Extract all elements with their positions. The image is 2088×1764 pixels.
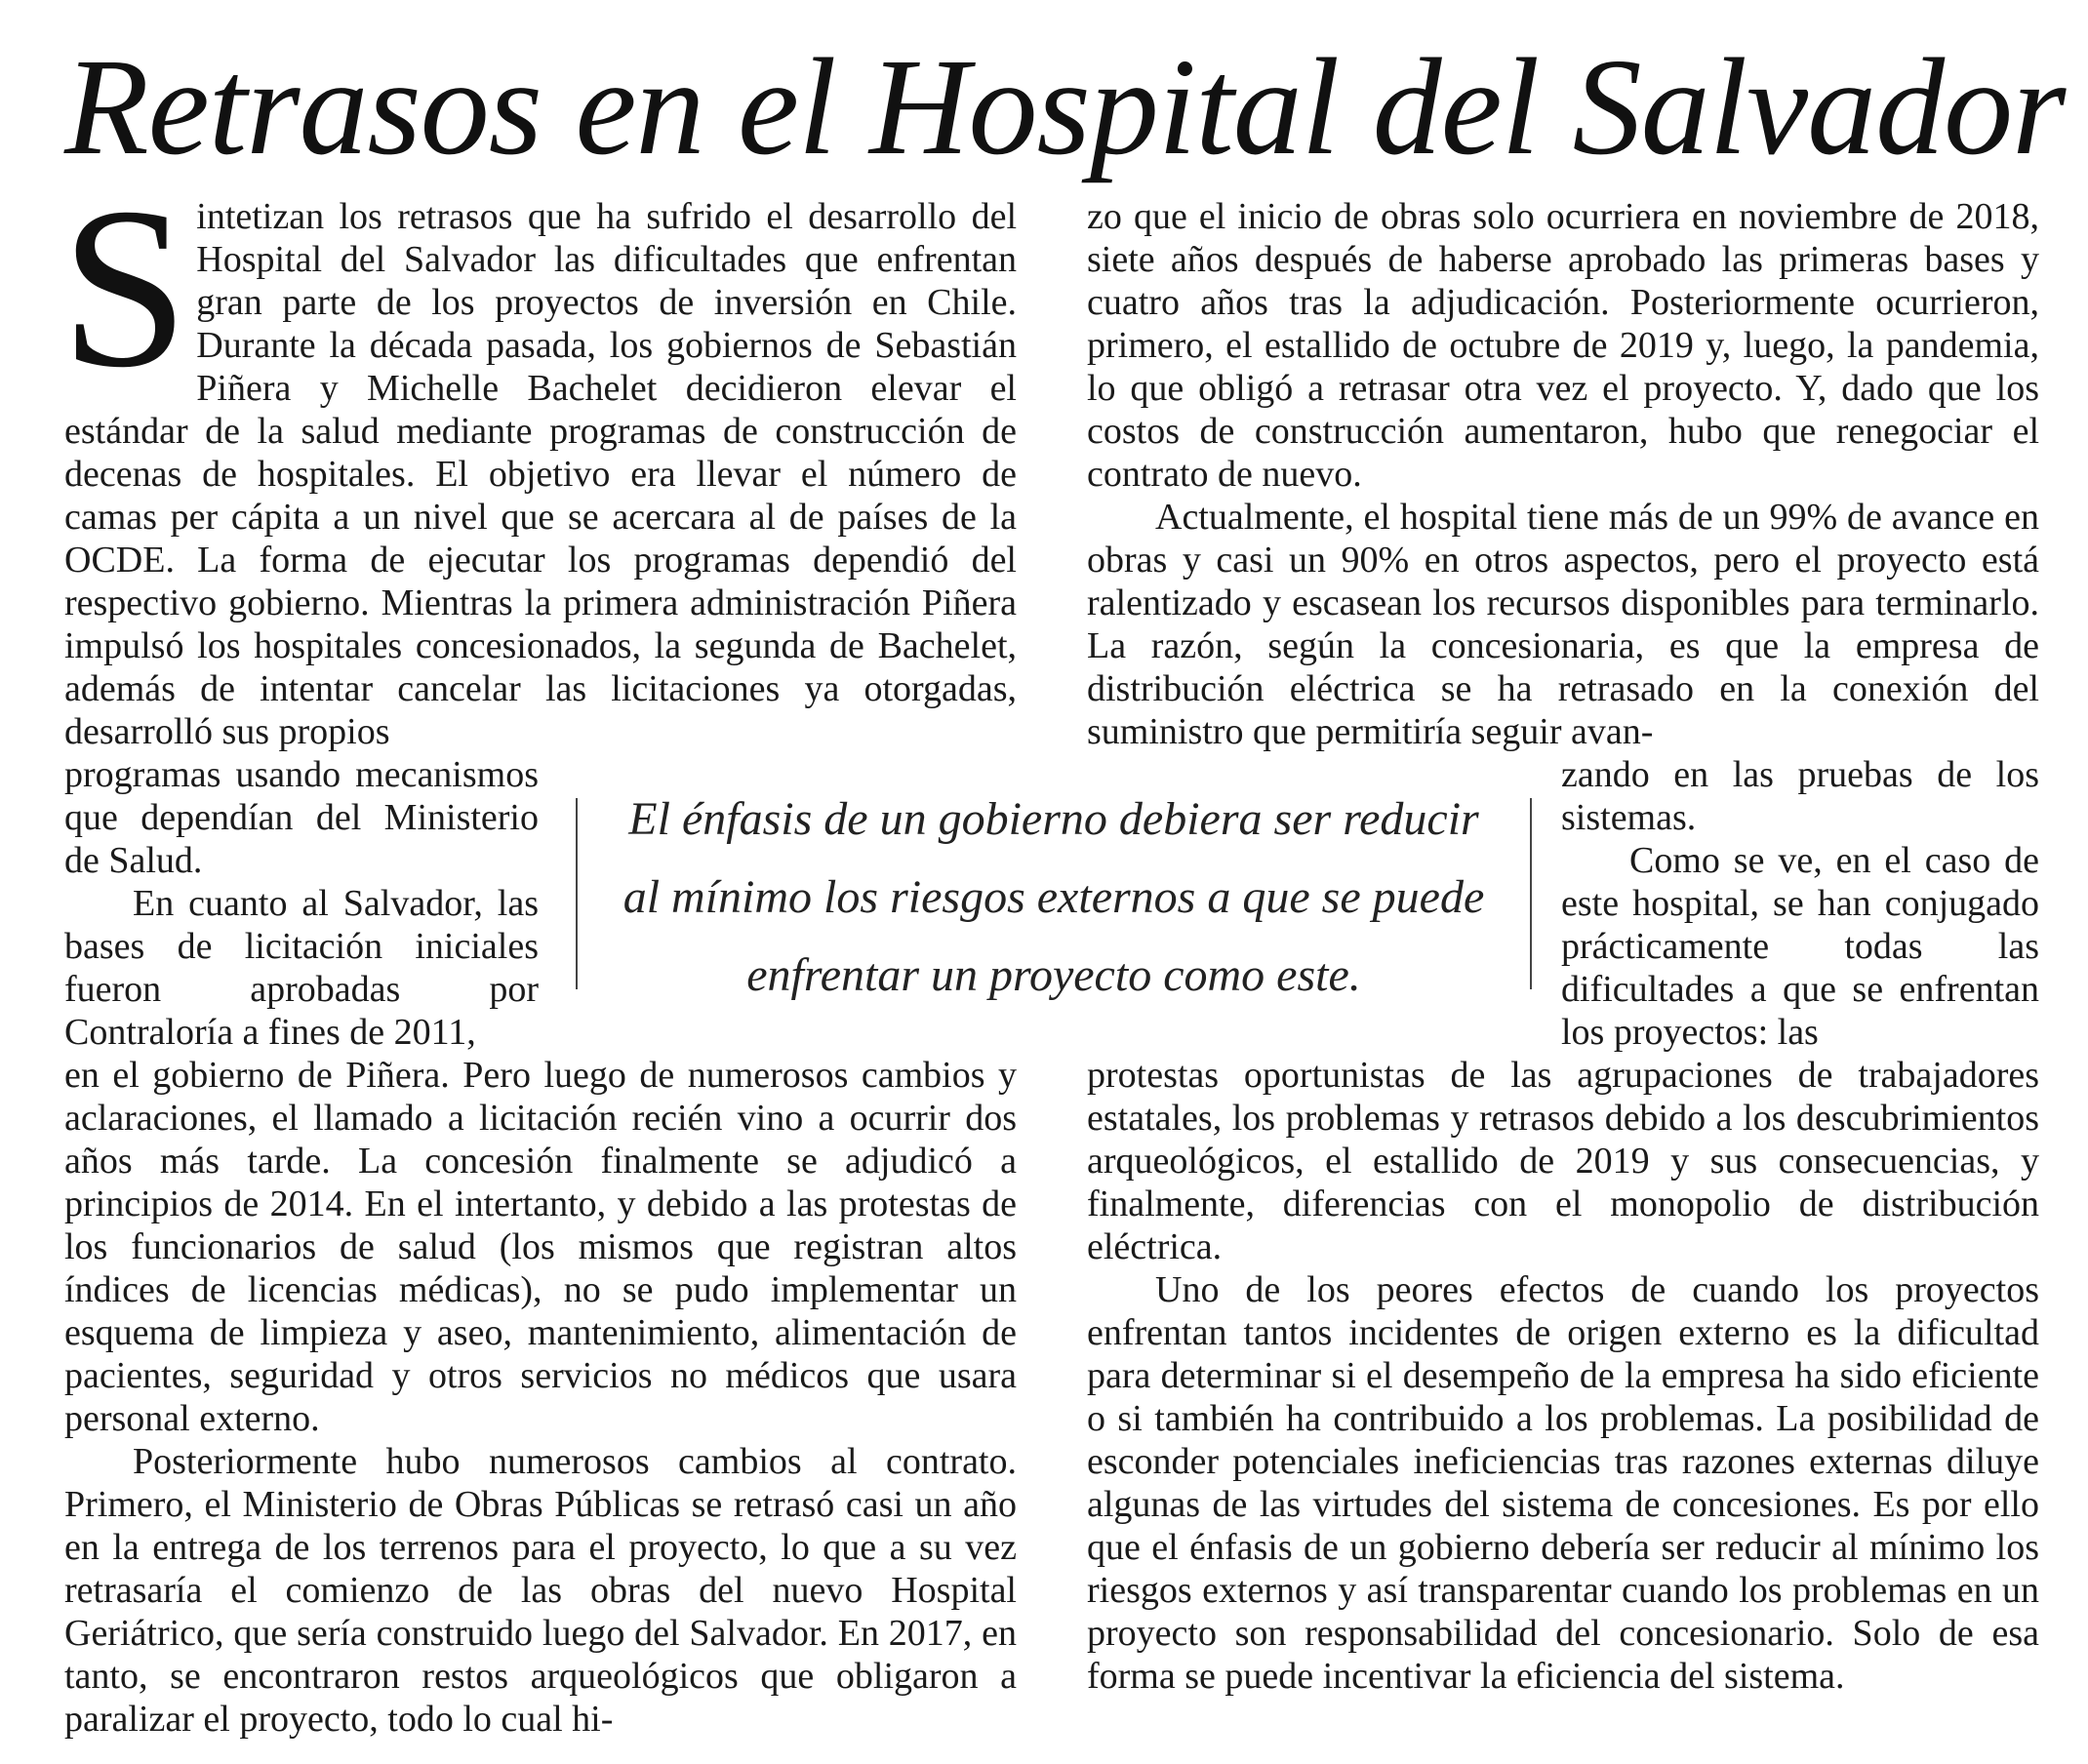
paragraph-narrow-left-1: programas usando mecanismos que dependían del Ministerio de Salud. <box>64 754 539 881</box>
paragraph-column-2-upper-1: zo que el inicio de obras solo ocurriera en noviembre de 2018, siete años después de haberse aprobado las primeras bases y cuatro años tras la adjudicación. Posteriormente ocurrieron, primero, el estallido de octubre de 2019 y, luego, la pandemia, lo que obligó a retrasar otra vez el proyecto. Y, dado que los costos de construcción aumentaron, hubo que renegociar el contrato de nuevo. <box>1087 196 2039 495</box>
pull-quote-left-rule <box>576 798 578 989</box>
paragraph-column-1-lower-1: en el gobierno de Piñera. Pero luego de numerosos cambios y aclaraciones, el llamado a licitación recién vino a ocurrir dos años más tarde. La concesión finalmente se adjudicó a principios de 2014. En el intertanto, y debido a las protestas de los funcionarios de salud (los mismos que registran altos índices de licencias médicas), no se pudo implementar un esquema de limpieza y aseo, mantenimiento, alimentación de pacientes, seguridad y otros servicios no médicos que usara personal externo. <box>64 1055 1017 1439</box>
column-2-narrow <box>1561 753 2039 1054</box>
drop-cap: S <box>60 161 189 416</box>
pull-quote: El énfasis de un gobierno debiera ser reducir al mínimo los riesgos externos a que se puede enfrentar un proyecto como este. <box>622 793 1485 1001</box>
paragraph-intro-text: intetizan los retrasos que ha sufrido el desarrollo del Hospital del Salvador las dificultades que enfrentan gran parte de los proyectos de inversión en Chile. Durante la década pasada, los gobiernos de Sebastián Piñera y Michelle Bachelet decidieron elevar el estándar de la salud mediante programas de construcción de decenas de hospitales. El objetivo era llevar el número de camas per cápita a un nivel que se acercara al de países de la OCDE. La forma de ejecutar los programas dependió del respectivo gobierno. Mientras la primera administración Piñera impulsó los hospitales concesionados, la segunda de Bachelet, además de intentar cancelar las licitaciones ya otorgadas, desarrolló sus propios <box>64 196 1017 752</box>
paragraph-narrow-right-1: zando en las pruebas de los sistemas. <box>1561 754 2039 838</box>
column-2-upper <box>1087 195 2039 753</box>
pull-quote-right-rule <box>1530 798 1532 989</box>
column-1-narrow <box>64 753 539 1054</box>
paragraph-column-2-lower-2: Uno de los peores efectos de cuando los proyectos enfrentan tantos incidentes de origen externo es la dificultad para determinar si el desempeño de la empresa ha sido eficiente o si también ha contribuido a los problemas. La posibilidad de esconder potenciales ineficiencias tras razones externas diluye algunas de las virtudes del sistema de concesiones. Es por ello que el énfasis de un gobierno debería ser reducir al mínimo los riesgos externos y así transparentar cuando los problemas en un proyecto son responsabilidad del concesionario. Solo de esa forma se puede incentivar la eficiencia del sistema. <box>1087 1269 2039 1697</box>
article-headline: Retrasos en el Hospital del Salvador <box>64 29 2066 183</box>
column-2-lower <box>1087 1054 2039 1698</box>
paragraph-column-2-lower-1: protestas oportunistas de las agrupaciones de trabajadores estatales, los problemas y retrasos debido a los descubrimientos arqueológicos, el estallido de 2019 y sus consecuencias, y finalmente, diferencias con el monopolio de distribución eléctrica. <box>1087 1055 2039 1267</box>
paragraph-column-2-upper-2: Actualmente, el hospital tiene más de un 99% de avance en obras y casi un 90% en otros aspectos, pero el proyecto está ralentizado y escasean los recursos disponibles para terminarlo. La razón, según la concesionaria, es que la empresa de distribución eléctrica se ha retrasado en la conexión del suministro que permitiría seguir avan- <box>1087 497 2039 752</box>
column-1-upper <box>60 161 1017 753</box>
column-1-lower <box>64 1054 1017 1741</box>
paragraph-narrow-right-2: Como se ve, en el caso de este hospital, se han conjugado prácticamente todas las dificultades a que se enfrentan los proyectos: las <box>1561 840 2039 1053</box>
paragraph-intro <box>60 161 1017 753</box>
paragraph-column-1-lower-2: Posteriormente hubo numerosos cambios al contrato. Primero, el Ministerio de Obras Públicas se retrasó casi un año en la entrega de los terrenos para el proyecto, lo que a su vez retrasaría el comienzo de las obras del nuevo Hospital Geriátrico, que sería construido luego del Salvador. En 2017, en tanto, se encontraron restos arqueológicos que obligaron a paralizar el proyecto, todo lo cual hi- <box>64 1441 1017 1740</box>
paragraph-narrow-left-2: En cuanto al Salvador, las bases de licitación iniciales fueron aprobadas por Contraloría a fines de 2011, <box>64 883 539 1053</box>
